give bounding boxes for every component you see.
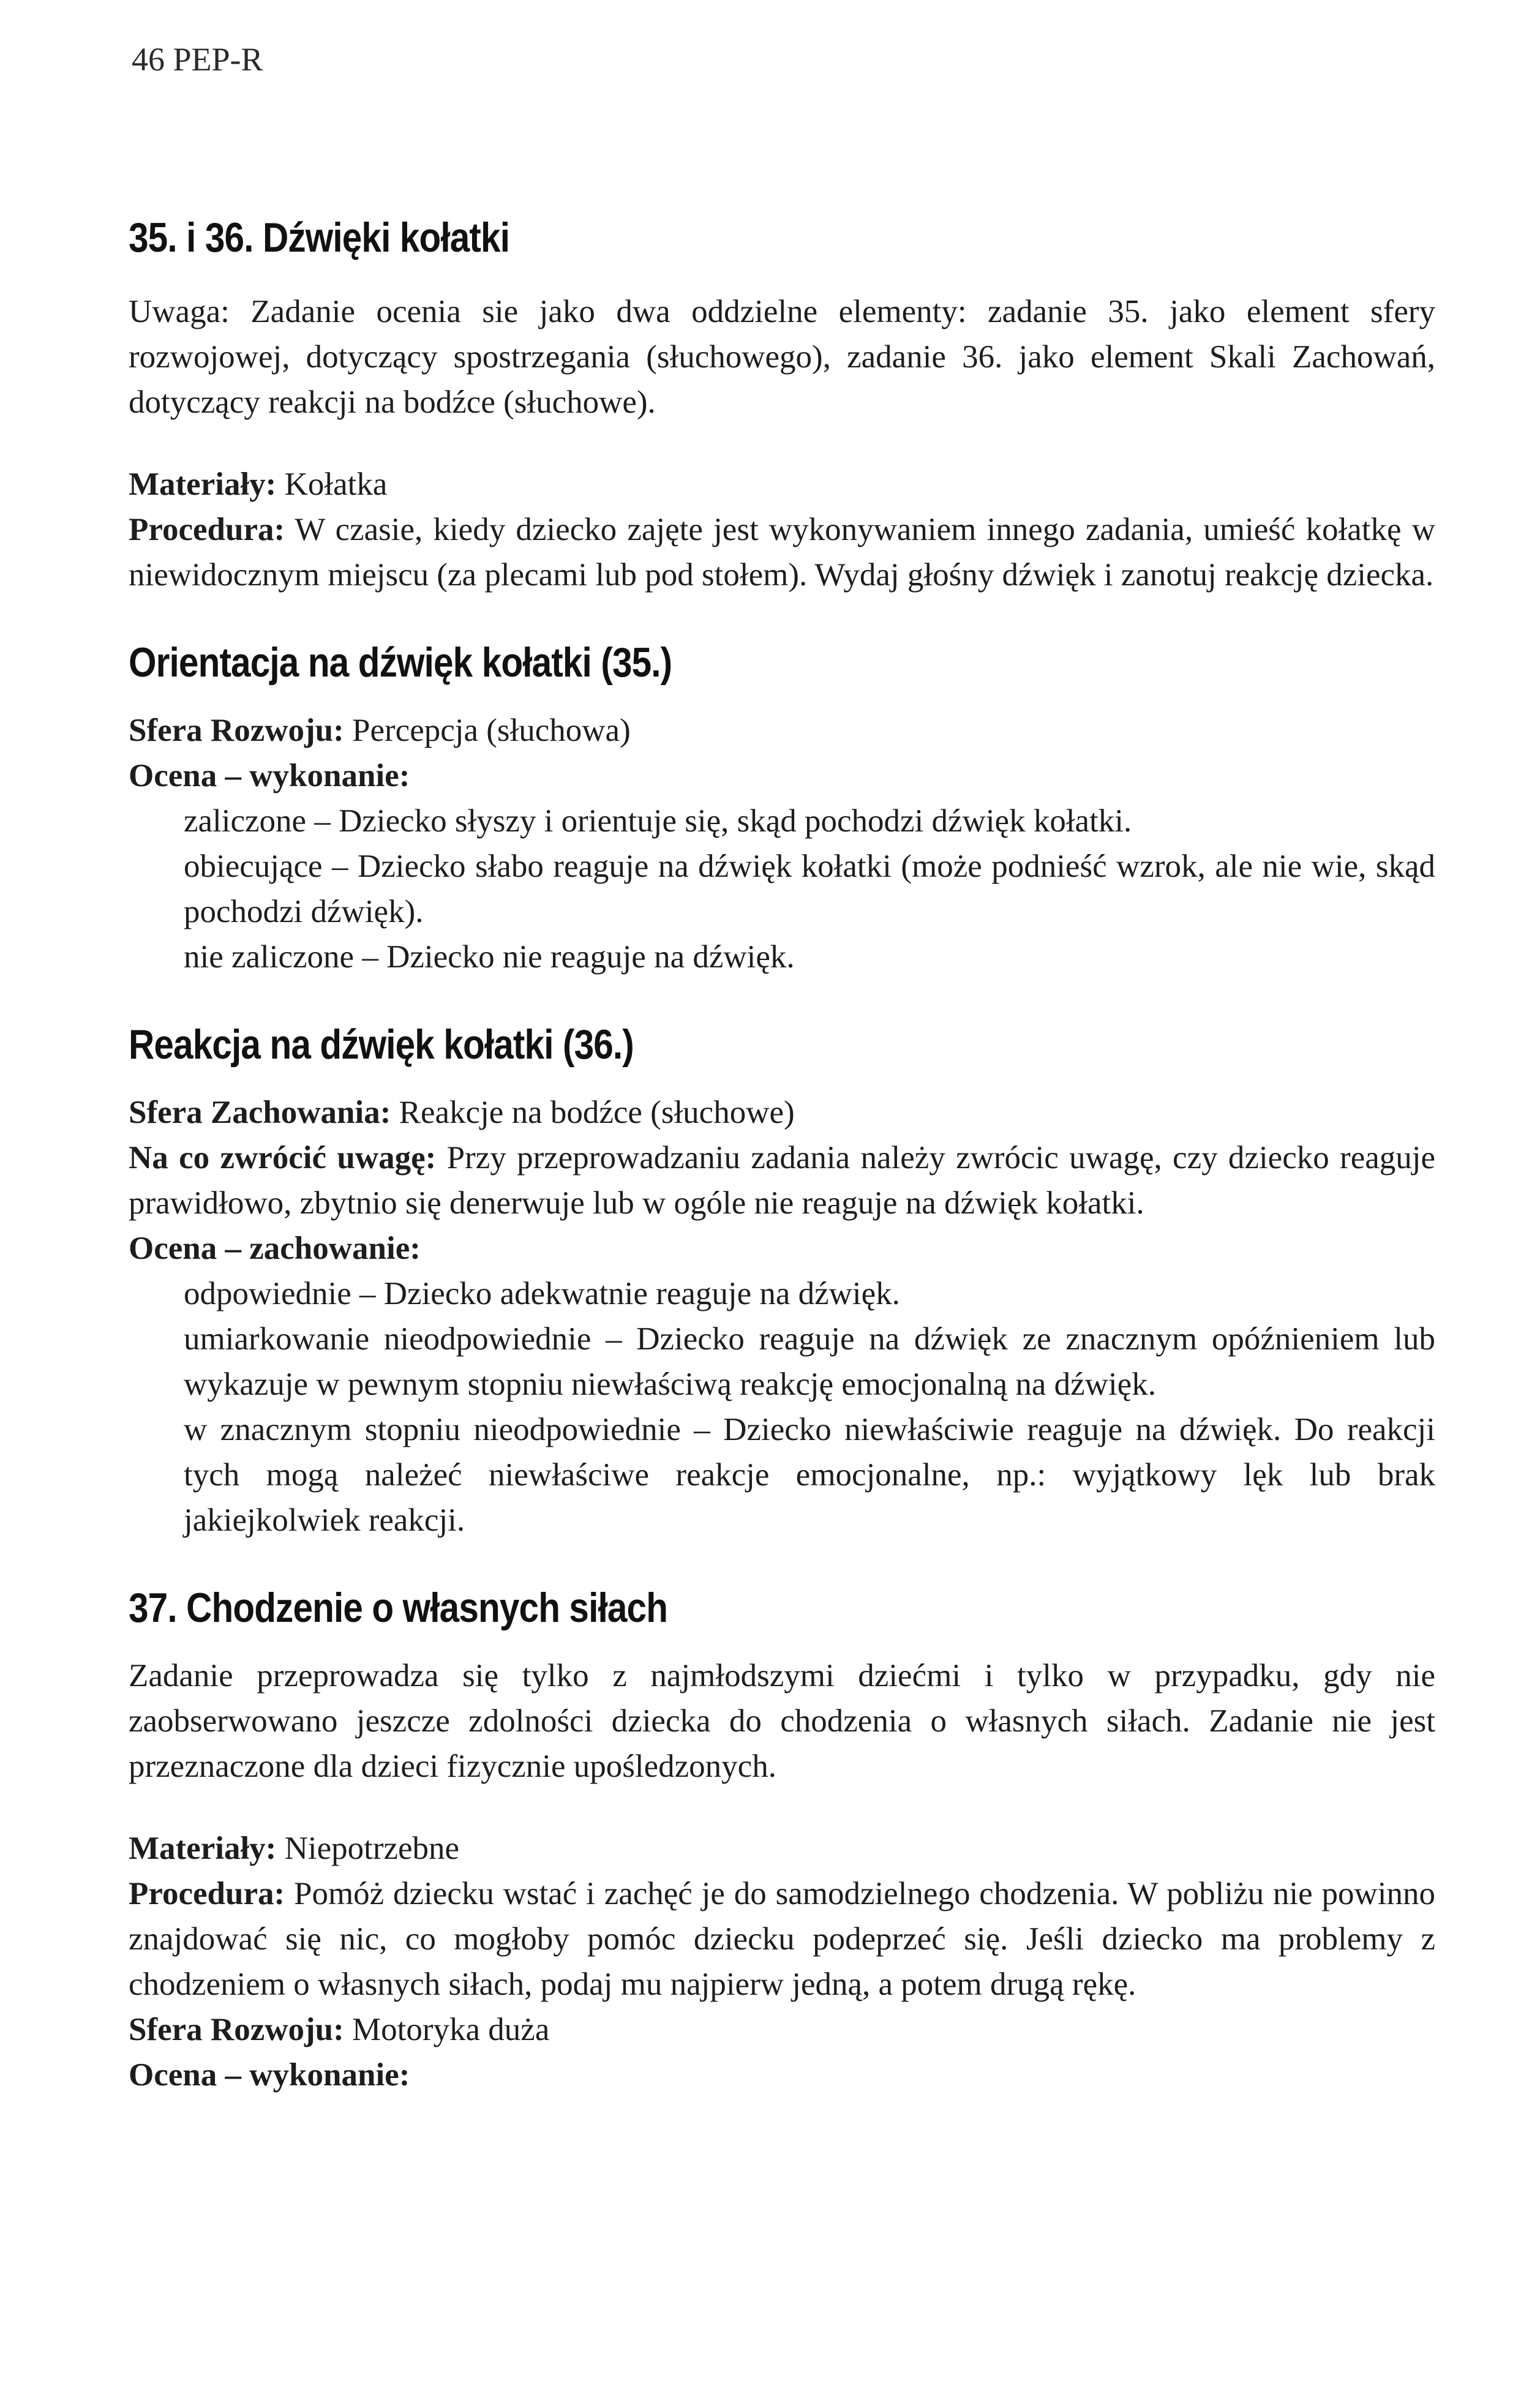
sphere-line	[129, 2007, 1435, 2052]
sphere-text: Percepcja (słuchowa)	[352, 713, 631, 748]
sphere-label: Sfera Rozwoju:	[129, 713, 344, 748]
procedure-paragraph	[129, 507, 1435, 598]
note-label: Uwaga:	[129, 294, 230, 329]
procedure-text: W czasie, kiedy dziecko zajęte jest wykonywaniem innego zadania, umieść kołatkę w niewidocznym miejscu (za plecami lub pod stołem). Wydaj głośny dźwięk i zanotuj reakcję dziecka.	[129, 512, 1435, 593]
intro-paragraph: Zadanie przeprowadza się tylko z najmłodszymi dziećmi i tylko w przypadku, gdy nie zaobserwowano jeszcze zdolności dziecka do chodzenia o własnych siłach. Zadanie nie jest przeznaczone dla dzieci fizycznie upośledzonych.	[129, 1658, 1435, 1784]
note-paragraph	[129, 289, 1435, 425]
materials-text: Niepotrzebne	[284, 1831, 460, 1866]
sphere-text: Reakcje na bodźce (słuchowe)	[399, 1095, 795, 1130]
section-title-35-36: 35. i 36. Dźwięki kołatki	[129, 214, 510, 261]
attention-paragraph	[129, 1135, 1435, 1226]
rating-label: Ocena – wykonanie:	[129, 2057, 410, 2093]
sphere-line	[129, 1090, 1435, 1135]
rating-emerging: obiecujące – Dziecko słabo reaguje na dźwięk kołatki (może podnieść wzrok, ale nie wie, skąd pochodzi dźwięk).	[184, 849, 1435, 929]
sphere-line	[129, 708, 1435, 753]
note-text: Zadanie ocenia sie jako dwa oddzielne elementy: zadanie 35. jako element sfery rozwojowej, dotyczący spostrzegania (słuchowego), zadanie 36. jako element Skali Zachowań, dotyczący reakcji na bodźce (słuchowe).	[129, 294, 1435, 420]
section-36	[129, 1021, 1435, 1543]
sphere-text: Motoryka duża	[352, 2012, 550, 2047]
attention-text: Przy przeprowadzaniu zadania należy zwrócic uwagę, czy dziecko reaguje prawidłowo, zbytnio się denerwuje lub w ogóle nie reaguje na dźwięk kołatki.	[129, 1140, 1435, 1221]
materials-label: Materiały:	[129, 467, 277, 502]
rating-label: Ocena – wykonanie:	[129, 758, 410, 793]
section-title-37: 37. Chodzenie o własnych siłach	[129, 1585, 668, 1631]
rating-label: Ocena – zachowanie:	[129, 1231, 421, 1266]
materials-label: Materiały:	[129, 1831, 277, 1866]
materials-line	[129, 462, 1435, 507]
section-35-36	[129, 214, 1435, 598]
procedure-label: Procedura:	[129, 1876, 285, 1911]
section-title-35: Orientacja na dźwięk kołatki (35.)	[129, 639, 672, 686]
attention-label: Na co zwrócić uwagę:	[129, 1140, 437, 1176]
rating-mildly-inappropriate: umiarkowanie nieodpowiednie – Dziecko reaguje na dźwięk ze znacznym opóźnieniem lub wykazuje w pewnym stopniu niewłaściwą reakcję emocjonalną na dźwięk.	[184, 1321, 1435, 1402]
rating-failed: nie zaliczone – Dziecko nie reaguje na dźwięk.	[184, 939, 795, 975]
rating-passed: zaliczone – Dziecko słyszy i orientuje się, skąd pochodzi dźwięk kołatki.	[184, 803, 1132, 839]
section-37	[129, 1587, 1435, 2098]
procedure-paragraph	[129, 1871, 1435, 2007]
rating-appropriate: odpowiednie – Dziecko adekwatnie reaguje na dźwięk.	[184, 1276, 900, 1311]
section-35	[129, 639, 1435, 980]
sphere-label: Sfera Zachowania:	[129, 1095, 391, 1130]
sphere-label: Sfera Rozwoju:	[129, 2012, 344, 2047]
materials-text: Kołatka	[284, 467, 388, 502]
procedure-label: Procedura:	[129, 512, 285, 547]
running-header: 46 PEP-R	[132, 41, 263, 78]
materials-line	[129, 1826, 1435, 1871]
rating-severely-inappropriate: w znacznym stopniu nieodpowiednie – Dziecko niewłaściwie reaguje na dźwięk. Do reakcji tych mogą należeć niewłaściwe reakcje emocjonalne, np.: wyjątkowy lęk lub brak jakiejkolwiek reakcji.	[184, 1412, 1435, 1538]
section-title-36: Reakcja na dźwięk kołatki (36.)	[129, 1021, 634, 1068]
procedure-text: Pomóż dziecku wstać i zachęć je do samodzielnego chodzenia. W pobliżu nie powinno znajdować się nic, co mogłoby pomóc dziecku podeprzeć się. Jeśli dziecko ma problemy z chodzeniem o własnych siłach, podaj mu najpierw jedną, a potem drugą rękę.	[129, 1876, 1436, 2002]
